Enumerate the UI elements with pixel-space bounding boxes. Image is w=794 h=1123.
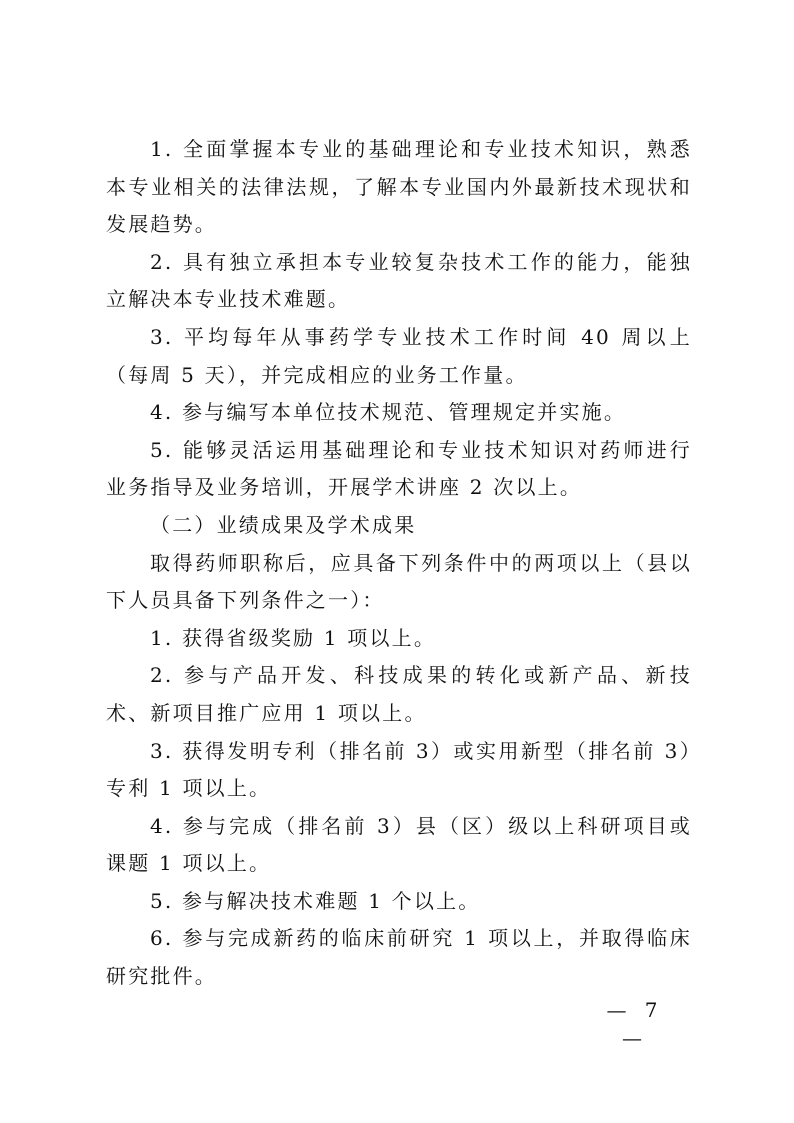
paragraph-8: 2. 参与产品开发、科技成果的转化或新产品、新技术、新项目推广应用 1 项以上。 <box>106 663 692 725</box>
paragraph-2: 2. 具有独立承担本专业较复杂技术工作的能力，能独立解决本专业技术难题。 <box>106 249 692 312</box>
paragraph-5: 5. 能够灵活运用基础理论和专业技术知识对药师进行业务指导及业务培训，开展学术讲座 2 次以上。 <box>106 437 692 500</box>
paragraph-1: 1. 全面掌握本专业的基础理论和专业技术知识，熟悉本专业相关的法律法规，了解本专业国内外最新技术现状和发展趋势。 <box>106 137 692 237</box>
paragraph-9: 3. 获得发明专利（排名前 3）或实用新型（排名前 3）专利 1 项以上。 <box>106 738 692 801</box>
paragraph-10: 4. 参与完成（排名前 3）县（区）级以上科研项目或课题 1 项以上。 <box>106 813 692 876</box>
paragraph-7: 1. 获得省级奖励 1 项以上。 <box>150 625 437 650</box>
document-body <box>106 131 692 996</box>
paragraph-12: 6. 参与完成新药的临床前研究 1 项以上，并取得临床研究批件。 <box>106 926 692 989</box>
page-number: — 7 — <box>606 998 664 1050</box>
paragraph-6: 取得药师职称后，应具备下列条件中的两项以上（县以下人员具备下列条件之一）： <box>106 550 692 613</box>
paragraph-3: 3. 平均每年从事药学专业技术工作时间 40 周以上（每周 5 天），并完成相应的业务工作量。 <box>106 324 692 387</box>
paragraph-11: 5. 参与解决技术难题 1 个以上。 <box>150 888 481 913</box>
paragraph-4: 4. 参与编写本单位技术规范、管理规定并实施。 <box>150 400 627 425</box>
section-heading: （二）业绩成果及学术成果 <box>150 512 417 537</box>
